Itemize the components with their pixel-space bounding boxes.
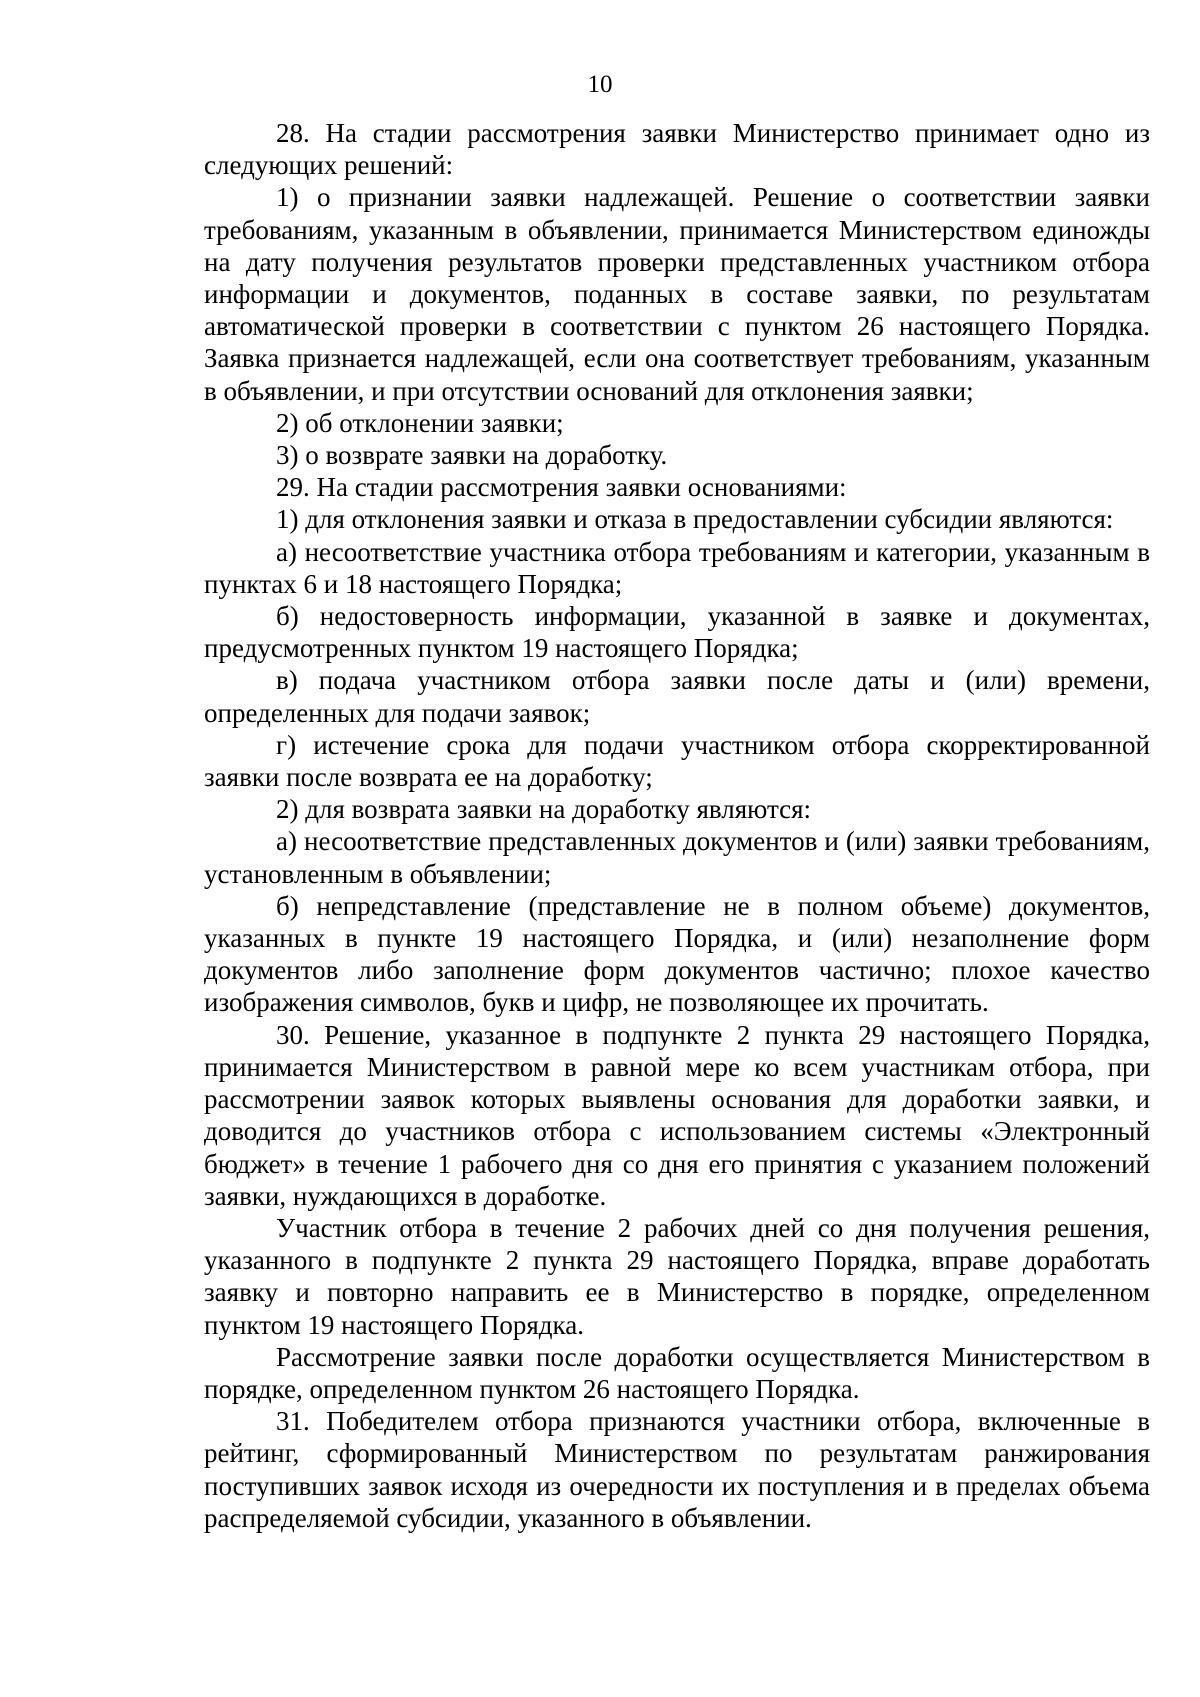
document-body xyxy=(204,117,1150,1534)
paragraph-29-item-1-b: б) недостоверность информации, указанной в заявке и документах, предусмотренных пунктом 19 настоящего Порядка; xyxy=(204,601,1150,664)
paragraph-29-item-1-g: г) истечение срока для подачи участником отбора скорректированной заявки после возврата ее на доработку; xyxy=(204,729,1150,793)
paragraph-29-item-1-a: а) несоответствие участника отбора требованиям и категории, указанным в пунктах 6 и 18 настоящего Порядка; xyxy=(204,536,1150,599)
paragraph-31: 31. Победителем отбора признаются участники отбора, включенные в рейтинг, сформированный Министерством по результатам ранжирования поступивших заявок исходя из очередности их поступления и в пределах объема распределяемой субсидии, указанного в объявлении. xyxy=(204,1406,1150,1533)
paragraph-28-item-1: 1) о признании заявки надлежащей. Решение о соответствии заявки требованиям, указанным в объявлении, принимается Министерством единожды на дату получения результатов проверки представленных участником отбора информации и документов, поданных в составе заявки, по результатам автоматической проверки в соответствии с пунктом 26 настоящего Порядка. Заявка признается надлежащей, если она соответствует требованиям, указанным в объявлении, и при отсутствии оснований для отклонения заявки; xyxy=(204,182,1150,406)
page-number: 10 xyxy=(587,71,613,98)
paragraph-29-item-2: 2) для возврата заявки на доработку являются: xyxy=(276,794,812,825)
paragraph-28-intro: 28. На стадии рассмотрения заявки Министерство принимает одно из следующих решений: xyxy=(204,118,1150,181)
paragraph-30-resubmission: Участник отбора в течение 2 рабочих дней со дня получения решения, указанного в подпункте 2 пункта 29 настоящего Порядка, вправе доработать заявку и повторно направить ее в Министерство в порядке, определенном пунктом 19 настоящего Порядка. xyxy=(204,1212,1150,1340)
paragraph-29-item-1-v: в) подача участником отбора заявки после даты и (или) времени, определенных для подачи заявок; xyxy=(204,665,1150,728)
paragraph-29-item-2-a: а) несоответствие представленных документов и (или) заявки требованиям, установленным в объявлении; xyxy=(204,826,1150,889)
paragraph-29-intro: 29. На стадии рассмотрения заявки основаниями: xyxy=(276,472,847,503)
paragraph-30-review: Рассмотрение заявки после доработки осуществляется Министерством в порядке, определенном пунктом 26 настоящего Порядка. xyxy=(204,1341,1150,1404)
paragraph-28-item-2: 2) об отклонении заявки; xyxy=(276,407,564,438)
paragraph-29-item-2-b: б) непредставление (представление не в полном объеме) документов, указанных в пункте 19 настоящего Порядка, и (или) незаполнение форм документов либо заполнение форм документов частично; плохое качество изображения символов, букв и цифр, не позволяющее их прочитать. xyxy=(204,890,1150,1018)
paragraph-29-item-1: 1) для отклонения заявки и отказа в предоставлении субсидии являются: xyxy=(276,504,1114,535)
paragraph-28-item-3: 3) о возврате заявки на доработку. xyxy=(276,440,668,471)
paragraph-30: 30. Решение, указанное в подпункте 2 пункта 29 настоящего Порядка, принимается Министерством в равной мере ко всем участникам отбора, при рассмотрении заявок которых выявлены основания для доработки заявки, и доводится до участников отбора с использованием системы «Электронный бюджет» в течение 1 рабочего дня со дня его принятия с указанием положений заявки, нуждающихся в доработке. xyxy=(204,1019,1150,1211)
